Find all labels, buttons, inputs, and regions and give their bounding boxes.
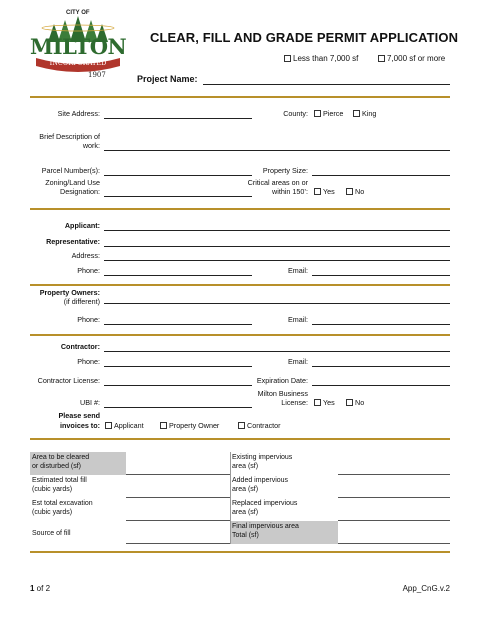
form-code: App_CnG.v.2 — [402, 584, 450, 593]
size-option-small[interactable]: Less than 7,000 sf — [284, 54, 358, 63]
table-input-line[interactable] — [126, 520, 230, 521]
applicant-email-field[interactable] — [312, 275, 450, 276]
milton-business-label-2: License: — [281, 398, 308, 407]
project-name-label: Project Name: — [137, 74, 198, 84]
owner-email-field[interactable] — [312, 324, 450, 325]
site-address-label: Site Address: — [57, 109, 100, 118]
contractor-email-field[interactable] — [312, 366, 450, 367]
table-input-line[interactable] — [338, 520, 450, 521]
logo-name: MILTON — [30, 34, 127, 59]
owner-phone-field[interactable] — [104, 324, 252, 325]
checkbox[interactable] — [314, 188, 321, 195]
table-input-line[interactable] — [338, 497, 450, 498]
owner-phone-label: Phone: — [77, 315, 100, 324]
form-title: CLEAR, FILL AND GRADE PERMIT APPLICATION — [150, 30, 459, 45]
contractor-phone-label: Phone: — [77, 357, 100, 366]
gold-rule — [30, 551, 450, 553]
table-cell: Existing impervious area (sf) — [232, 454, 293, 470]
brief-description-label-2: work: — [82, 141, 100, 150]
invoices-label-2: invoices to: — [60, 421, 100, 430]
table-input-line[interactable] — [126, 497, 230, 498]
contractor-field[interactable] — [104, 351, 450, 352]
brief-description-label-1: Brief Description of — [39, 132, 100, 141]
contractor-phone-field[interactable] — [104, 366, 252, 367]
critical-no[interactable]: No — [346, 187, 364, 196]
checkbox[interactable] — [238, 422, 245, 429]
table-cell: Est total excavation (cubic yards) — [32, 500, 93, 516]
county-pierce[interactable]: Pierce — [314, 109, 343, 118]
table-divider — [230, 452, 231, 544]
table-input-line[interactable] — [338, 474, 450, 475]
property-size-field[interactable] — [312, 175, 450, 176]
invoice-contractor[interactable]: Contractor — [238, 421, 281, 430]
contractor-license-field[interactable] — [104, 385, 252, 386]
invoice-property-owner[interactable]: Property Owner — [160, 421, 219, 430]
contractor-email-label: Email: — [288, 357, 308, 366]
table-cell: Added impervious area (sf) — [232, 477, 289, 493]
parcel-numbers-label: Parcel Number(s): — [41, 166, 100, 175]
ubi-field[interactable] — [104, 407, 252, 408]
address-label: Address: — [71, 251, 100, 260]
checkbox[interactable] — [378, 55, 385, 62]
table-cell: Replaced impervious area (sf) — [232, 500, 298, 516]
expiration-date-label: Expiration Date: — [256, 376, 308, 385]
invoice-applicant[interactable]: Applicant — [105, 421, 144, 430]
property-size-label: Property Size: — [262, 166, 308, 175]
size-option-large[interactable]: 7,000 sf or more — [378, 54, 445, 63]
brief-description-field[interactable] — [104, 150, 450, 151]
applicant-email-label: Email: — [288, 266, 308, 275]
if-different-label: (if different) — [63, 297, 100, 306]
business-license-no[interactable]: No — [346, 398, 364, 407]
milton-business-label-1: Milton Business — [257, 389, 308, 398]
property-owners-field[interactable] — [104, 303, 450, 304]
checkbox[interactable] — [284, 55, 291, 62]
checkbox[interactable] — [353, 110, 360, 117]
parcel-numbers-field[interactable] — [104, 175, 252, 176]
table-cell: Final impervious area Total (sf) — [230, 521, 338, 544]
critical-yes[interactable]: Yes — [314, 187, 335, 196]
checkbox[interactable] — [105, 422, 112, 429]
checkbox[interactable] — [314, 110, 321, 117]
site-address-field[interactable] — [104, 118, 252, 119]
gold-rule — [30, 438, 450, 440]
expiration-date-field[interactable] — [312, 385, 450, 386]
gold-rule — [30, 334, 450, 336]
applicant-label: Applicant: — [64, 221, 100, 230]
critical-areas-label-2: within 150’: — [272, 187, 308, 196]
address-field[interactable] — [104, 260, 450, 261]
applicant-field[interactable] — [104, 230, 450, 231]
table-cell: Source of fill — [32, 530, 71, 537]
zoning-label-1: Zoning/Land Use — [45, 178, 100, 187]
applicant-phone-label: Phone: — [77, 266, 100, 275]
contractor-label: Contractor: — [60, 342, 100, 351]
critical-areas-label-1: Critical areas on or — [247, 178, 308, 187]
gold-rule — [30, 96, 450, 98]
checkbox[interactable] — [314, 399, 321, 406]
gold-rule — [30, 284, 450, 286]
table-cell: Area to be cleared or disturbed (sf) — [30, 452, 126, 475]
representative-label: Representative: — [46, 237, 100, 246]
zoning-label-2: Designation: — [60, 187, 100, 196]
project-name-field[interactable] — [203, 84, 450, 85]
zoning-field[interactable] — [104, 196, 252, 197]
page-number: 1 of 2 — [30, 584, 51, 593]
county-king[interactable]: King — [353, 109, 376, 118]
owner-email-label: Email: — [288, 315, 308, 324]
logo-city-of: CITY OF — [66, 10, 90, 16]
applicant-phone-field[interactable] — [104, 275, 252, 276]
gold-rule — [30, 208, 450, 210]
checkbox[interactable] — [346, 188, 353, 195]
checkbox[interactable] — [160, 422, 167, 429]
table-input-line[interactable] — [126, 543, 230, 544]
logo-year: 1907 — [88, 71, 106, 79]
checkbox[interactable] — [346, 399, 353, 406]
property-owners-label: Property Owners: — [39, 288, 100, 297]
table-input-line[interactable] — [338, 543, 450, 544]
table-cell: Estimated total fill (cubic yards) — [32, 477, 87, 493]
ubi-label: UBI #: — [80, 398, 100, 407]
table-input-line[interactable] — [126, 474, 230, 475]
city-logo — [28, 10, 128, 80]
invoices-label-1: Please send — [58, 411, 100, 420]
representative-field[interactable] — [104, 246, 450, 247]
county-label: County: — [283, 109, 308, 118]
business-license-yes[interactable]: Yes — [314, 398, 335, 407]
contractor-license-label: Contractor License: — [37, 376, 100, 385]
area-table — [30, 452, 450, 544]
logo-banner: INCORPORATED — [49, 59, 107, 67]
